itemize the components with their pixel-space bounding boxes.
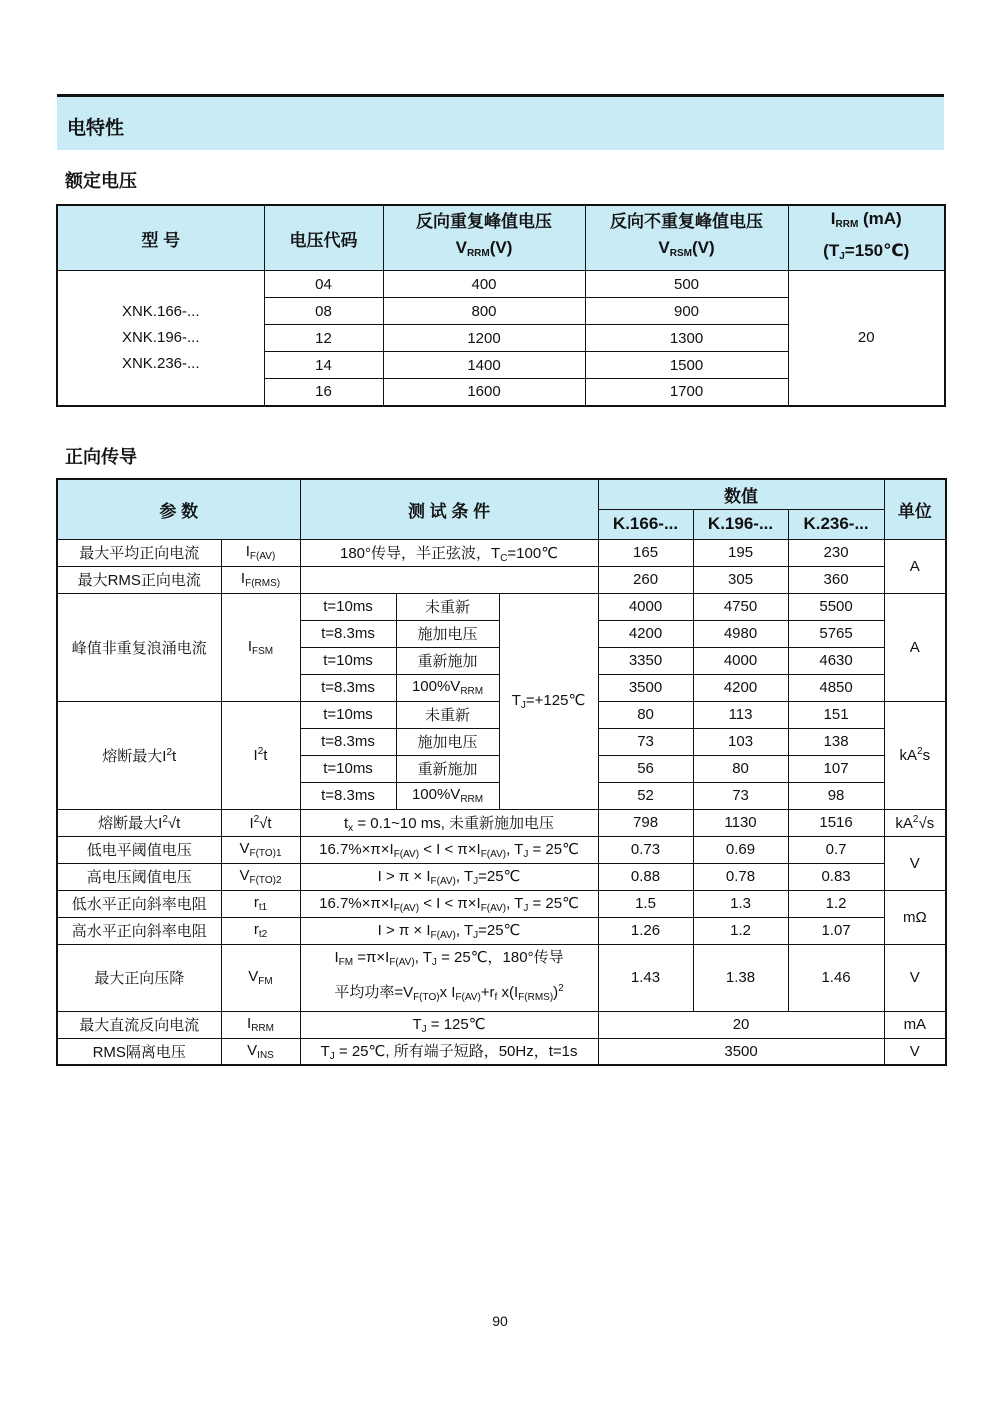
param-symbol: $V_{F(TO)1}$ xyxy=(221,836,300,863)
vrrm-value: 400 xyxy=(383,271,585,298)
value-cell: 138 xyxy=(788,728,884,755)
param-name: 最大RMS正向电流 xyxy=(57,566,221,593)
value-cell: 1.07 xyxy=(788,917,884,944)
value-cell: 1.2 xyxy=(788,890,884,917)
value-cell: 1.38 xyxy=(693,944,788,1011)
param-symbol: $r_{t1}$ xyxy=(221,890,300,917)
voltage-code: 08 xyxy=(264,298,383,325)
value-cell: 52 xyxy=(598,782,693,809)
value-cell: 1.26 xyxy=(598,917,693,944)
test-condition: $T_J$ = 125℃ xyxy=(300,1011,598,1038)
value-cell: 0.78 xyxy=(693,863,788,890)
value-cell: 1516 xyxy=(788,809,884,836)
unit-cell: A xyxy=(884,539,946,593)
param-name: RMS隔离电压 xyxy=(57,1038,221,1065)
value-cell: 20 xyxy=(598,1011,884,1038)
col-unit: 单位 xyxy=(884,479,946,539)
value-cell: 195 xyxy=(693,539,788,566)
value-cell: 165 xyxy=(598,539,693,566)
value-cell: 0.83 xyxy=(788,863,884,890)
value-cell: 230 xyxy=(788,539,884,566)
time-cell: t=10ms xyxy=(300,701,396,728)
value-cell: 4000 xyxy=(693,647,788,674)
vrsm-value: 500 xyxy=(585,271,788,298)
value-cell: 3500 xyxy=(598,674,693,701)
param-symbol: $V_{INS}$ xyxy=(221,1038,300,1065)
value-cell: 360 xyxy=(788,566,884,593)
test-condition: $t_x$ = 0.1~10 ms, 未重新施加电压 xyxy=(300,809,598,836)
vrrm-value: 1400 xyxy=(383,352,585,379)
col-model: K.236-... xyxy=(788,509,884,539)
value-cell: 1.3 xyxy=(693,890,788,917)
forward-conduction-heading: 正向传导 xyxy=(65,447,137,468)
test-condition: $16.7\%\times\pi\times I_{F(AV)} < I < \pi\times I_{F(AV)}$, $T_J$ = 25℃ xyxy=(300,890,598,917)
value-cell: 3500 xyxy=(598,1038,884,1065)
test-condition: $I > \pi \times I_{F(AV)}$, $T_J=25℃$ xyxy=(300,917,598,944)
value-cell: 4980 xyxy=(693,620,788,647)
voltage-code: 04 xyxy=(264,271,383,298)
unit-cell: mΩ xyxy=(884,890,946,944)
time-cell: t=8.3ms xyxy=(300,620,396,647)
value-cell: 0.69 xyxy=(693,836,788,863)
value-cell: 73 xyxy=(693,782,788,809)
forward-conduction-table xyxy=(56,478,947,1066)
value-cell: 4200 xyxy=(598,620,693,647)
vrrm-value: 800 xyxy=(383,298,585,325)
value-cell: 4750 xyxy=(693,593,788,620)
value-cell: 305 xyxy=(693,566,788,593)
rated-voltage-heading: 额定电压 xyxy=(65,171,137,192)
time-cell: t=8.3ms xyxy=(300,782,396,809)
voltage-code: 16 xyxy=(264,379,383,406)
time-cell: t=10ms xyxy=(300,647,396,674)
unit-cell: $kA^2s$ xyxy=(884,701,946,809)
value-cell: 3350 xyxy=(598,647,693,674)
value-cell: 98 xyxy=(788,782,884,809)
param-name: 最大平均正向电流 xyxy=(57,539,221,566)
unit-cell: V xyxy=(884,836,946,890)
value-cell: 151 xyxy=(788,701,884,728)
test-condition: $T_J$ = 25℃, 所有端子短路，50Hz，t=1s xyxy=(300,1038,598,1065)
value-cell: 260 xyxy=(598,566,693,593)
unit-cell: mA xyxy=(884,1011,946,1038)
value-cell: 1130 xyxy=(693,809,788,836)
page-number: 90 xyxy=(492,1313,508,1329)
col-model: K.166-... xyxy=(598,509,693,539)
tj-condition: $T_J=+125℃$ xyxy=(499,593,598,809)
model-list: XNK.166-... XNK.196-... XNK.236-... xyxy=(57,271,264,406)
param-symbol: $I_{RRM}$ xyxy=(221,1011,300,1038)
unit-cell: V xyxy=(884,944,946,1011)
col-irrm: $I_{RRM}$ (mA) $(T_J=150℃)$ xyxy=(788,205,945,271)
condition-cell: $100\%V_{RRM}$ xyxy=(396,782,499,809)
param-name: 最大正向压降 xyxy=(57,944,221,1011)
time-cell: t=10ms xyxy=(300,593,396,620)
param-symbol: $I^2t$ xyxy=(221,701,300,809)
voltage-code: 14 xyxy=(264,352,383,379)
param-name: 熔断最大$I^2√t$ xyxy=(57,809,221,836)
condition-cell: 重新施加 xyxy=(396,647,499,674)
param-name: 峰值非重复浪涌电流 xyxy=(57,593,221,701)
col-vrrm: 反向重复峰值电压 $V_{RRM}(V)$ xyxy=(383,205,585,271)
value-cell: 103 xyxy=(693,728,788,755)
param-symbol: $I^2√t$ xyxy=(221,809,300,836)
section-title-bar xyxy=(57,94,944,150)
value-cell: 56 xyxy=(598,755,693,782)
col-voltage-code: 电压代码 xyxy=(264,205,383,271)
vrrm-value: 1200 xyxy=(383,325,585,352)
param-symbol: $V_{F(TO)2}$ xyxy=(221,863,300,890)
value-cell: 798 xyxy=(598,809,693,836)
test-condition: $I > \pi \times I_{F(AV)}$, $T_J=25℃$ xyxy=(300,863,598,890)
value-cell: 5500 xyxy=(788,593,884,620)
condition-cell: 未重新 xyxy=(396,593,499,620)
test-condition: $16.7\%\times\pi\times I_{F(AV)} < I < \pi\times I_{F(AV)}$, $T_J$ = 25℃ xyxy=(300,836,598,863)
col-vrsm: 反向不重复峰值电压 $V_{RSM}(V)$ xyxy=(585,205,788,271)
value-cell: 4630 xyxy=(788,647,884,674)
value-cell: 107 xyxy=(788,755,884,782)
col-value: 数值 xyxy=(598,479,884,509)
value-cell: 4200 xyxy=(693,674,788,701)
value-cell: 73 xyxy=(598,728,693,755)
time-cell: t=10ms xyxy=(300,755,396,782)
value-cell: 80 xyxy=(693,755,788,782)
value-cell: 4850 xyxy=(788,674,884,701)
param-symbol: $V_{FM}$ xyxy=(221,944,300,1011)
time-cell: t=8.3ms xyxy=(300,728,396,755)
section-title: 电特性 xyxy=(67,117,125,139)
unit-cell: V xyxy=(884,1038,946,1065)
param-name: 低水平正向斜率电阻 xyxy=(57,890,221,917)
value-cell: 1.5 xyxy=(598,890,693,917)
test-condition: 180°传导，半正弦波，$T_C=100℃$ xyxy=(300,539,598,566)
param-name: 高电压阈值电压 xyxy=(57,863,221,890)
unit-cell: $kA^2√s$ xyxy=(884,809,946,836)
value-cell: 0.73 xyxy=(598,836,693,863)
value-cell: 1.46 xyxy=(788,944,884,1011)
value-cell: 0.88 xyxy=(598,863,693,890)
col-param: 参 数 xyxy=(57,479,300,539)
vrsm-value: 1300 xyxy=(585,325,788,352)
value-cell: 4000 xyxy=(598,593,693,620)
param-name: 高水平正向斜率电阻 xyxy=(57,917,221,944)
condition-cell: 施加电压 xyxy=(396,620,499,647)
vrsm-value: 1700 xyxy=(585,379,788,406)
test-condition xyxy=(300,566,598,593)
param-name: 熔断最大$I^2t$ xyxy=(57,701,221,809)
param-symbol: $I_{F(RMS)}$ xyxy=(221,566,300,593)
value-cell: 5765 xyxy=(788,620,884,647)
unit-cell: A xyxy=(884,593,946,701)
vrrm-value: 1600 xyxy=(383,379,585,406)
value-cell: 1.43 xyxy=(598,944,693,1011)
value-cell: 113 xyxy=(693,701,788,728)
test-condition: $I_{FM} =\pi\times I_{F(AV)}$, $T_J$ = 25℃，180°传导 平均功率$=V_{F(TO)}x$ $I_{F(AV)}+r_f$ $x(I_{F(RMS)})^2$ xyxy=(300,944,598,1011)
value-cell: 80 xyxy=(598,701,693,728)
time-cell: t=8.3ms xyxy=(300,674,396,701)
param-name: 低电平阈值电压 xyxy=(57,836,221,863)
param-symbol: $I_{FSM}$ xyxy=(221,593,300,701)
param-symbol: $I_{F(AV)}$ xyxy=(221,539,300,566)
value-cell: 0.7 xyxy=(788,836,884,863)
param-name: 最大直流反向电流 xyxy=(57,1011,221,1038)
vrsm-value: 1500 xyxy=(585,352,788,379)
col-model: K.196-... xyxy=(693,509,788,539)
condition-cell: 未重新 xyxy=(396,701,499,728)
param-symbol: $r_{t2}$ xyxy=(221,917,300,944)
rated-voltage-table xyxy=(56,204,946,407)
col-test-condition: 测 试 条 件 xyxy=(300,479,598,539)
value-cell: 1.2 xyxy=(693,917,788,944)
vrsm-value: 900 xyxy=(585,298,788,325)
condition-cell: $100\%V_{RRM}$ xyxy=(396,674,499,701)
condition-cell: 重新施加 xyxy=(396,755,499,782)
irrm-value: 20 xyxy=(788,271,945,406)
col-type: 型 号 xyxy=(57,205,264,271)
condition-cell: 施加电压 xyxy=(396,728,499,755)
voltage-code: 12 xyxy=(264,325,383,352)
